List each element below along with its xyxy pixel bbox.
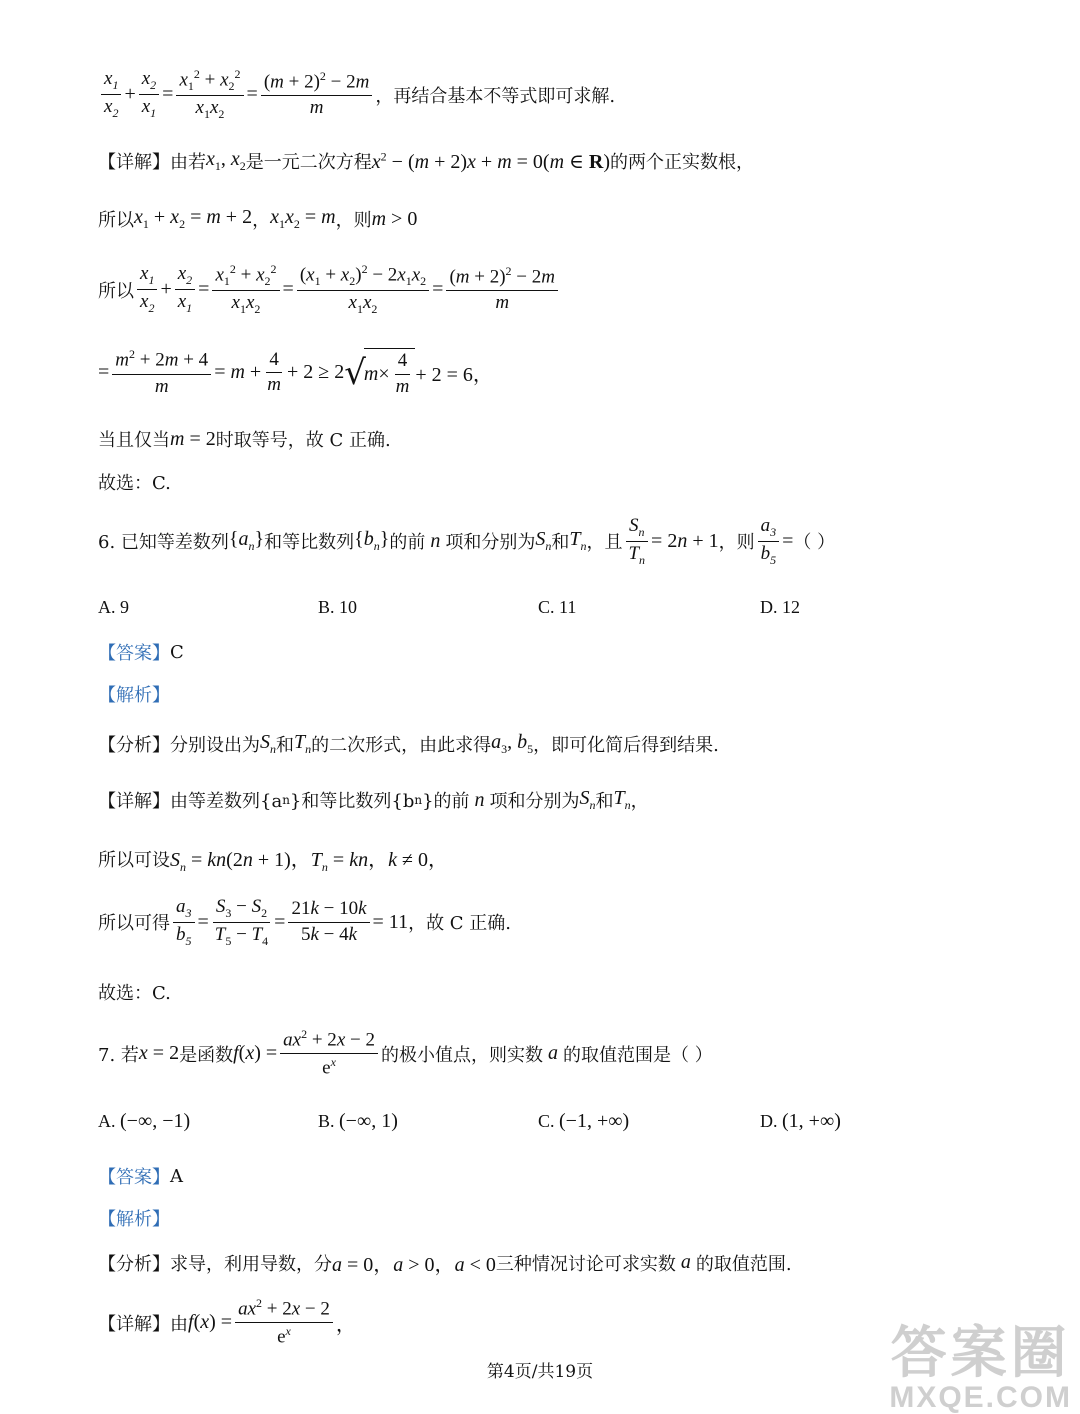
detail-line-2: 所以 $x_1 + x_2 = m + 2$ ， $x_1x_2 = m$ ，则 m > 0	[98, 206, 418, 231]
fx-label: 【分析】	[98, 735, 170, 756]
so-label: 所以	[98, 210, 134, 231]
equality-line: 当且仅当 m = 2 时取等号，故 C 正确.	[98, 427, 391, 451]
q6-answer-value: C	[170, 641, 184, 663]
q6-tail: ，且	[586, 532, 623, 554]
equality-tail: 时取等号，故 C 正确.	[215, 430, 391, 451]
equality-prefix: 当且仅当	[98, 430, 170, 451]
detail-mid: 是一元二次方程	[245, 152, 372, 173]
fx-tail: ，即可化简后得到结果.	[533, 735, 719, 756]
watermark-top: 答案圈	[890, 1321, 1071, 1384]
detail-tail: 的两个正实数根，	[610, 152, 754, 173]
q7-a-label: A.	[98, 1111, 116, 1131]
q7-fx-label: 【分析】	[98, 1253, 170, 1275]
q6-xiangjie: 【详解】 由等差数列{a n }和等比数列{b n }的前 n 项和分别为 $S_n$ 和 $T_n$ ，	[98, 787, 649, 812]
q6-get-tail: ，故 C 正确.	[408, 913, 512, 935]
then-label: ，则	[335, 210, 372, 231]
q7-answer-value: A	[170, 1165, 183, 1187]
q6-and: 和等比数列	[264, 532, 355, 554]
q7-xj-text: 由	[170, 1313, 188, 1335]
q7-fx-tail2: 的取值范围.	[695, 1253, 792, 1275]
q7-option-b: B. (−∞, 1)	[318, 1110, 398, 1132]
detail-line-1: 【详解】由若 $x_1$, $x_2$ 是一元二次方程 $x^2 - (m + 2)x + m = 0(m$ ∈ R) 的两个正实数根，	[98, 148, 754, 173]
q6-get-label: 所以可得	[98, 913, 170, 935]
q7-fenxi: 【分析】 求导，利用导数，分 a = 0，a > 0，a < 0 三种情况讨论可求实数 a 的取值范围.	[98, 1251, 792, 1276]
q7-fx-text: 求导，利用导数，分	[170, 1253, 332, 1275]
q7-tail: 的极小值点，则实数	[380, 1044, 543, 1066]
q6-paren: （ ）	[793, 532, 836, 554]
q7-c-label: C.	[538, 1111, 555, 1131]
q7-answer	[98, 1163, 183, 1189]
frac-sum-squares: $\frac{x_1^2 + x_2^2}{x_1x_2}$	[176, 68, 243, 121]
q6-fenxi: 【分析】 分别设出为 $S_n$ 和 $T_n$ 的二次形式，由此求得 $a_3$, $b_5$ ，即可化简后得到结果.	[98, 731, 719, 756]
detail-line-3: 所以 $\frac{x_1}{x_2}$ + $\frac{x_2}{x_1}$ = $\frac{x_1^2 + x_2^2}{x_1x_2}$ = $\frac{(x_1 + x_2)^2 - 2x_1x_2}{x_1x_2}$ = $\frac{(m + 2)^2 - 2m}{m}$	[98, 263, 561, 316]
q6-option-d: D. 12	[760, 597, 800, 617]
sep: ，	[252, 210, 271, 231]
fx-and: 和	[276, 735, 294, 756]
q6-then: ，则	[718, 532, 755, 554]
detail-line-4: = $\frac{m^2 + 2m + 4}{m}$ = m + $\frac{4}{m}$ + 2 ≥ 2 √ m × $\frac{4}{m}$ + 2 = 6，	[98, 347, 493, 397]
q6-mid: 的前	[389, 532, 426, 554]
q7-tail2: 的取值范围是（ ）	[562, 1044, 713, 1066]
xj-1: 由等差数列{a	[170, 791, 283, 812]
question-7: 7. 若 x = 2 是函数 f(x) = $\frac{ax^2 + 2x - 2}{e^x}$ 的极小值点，则实数 a 的取值范围是（ ）	[98, 1027, 713, 1079]
q6-line-set: 所以可设 $S_n = kn(2n + 1)$，$T_n$ = kn，k ≠ 0，	[98, 843, 448, 875]
q6-option-b: B. 10	[318, 597, 358, 617]
fx-mid: 的二次形式，由此求得	[311, 735, 492, 756]
formula-line-1: $\frac{x_1}{x_2}$ + $\frac{x_2}{x_1}$ = $\frac{x_1^2 + x_2^2}{x_1x_2}$ = $\frac{(m + 2)^2 - 2m}{m}$ ，再结合基本不等式即可求解.	[98, 68, 615, 121]
q6-option-a: A. 9	[98, 597, 129, 617]
question-6: 6. 已知等差数列 $\{a_n\}$ 和等比数列 $\{b_n\}$ 的前 n 项和分别为 $S_n$ 和 $T_n$ ，且 $\frac{S_n}{T_n}$ = 2n + 1 ，则 $\frac{a_3}{b_5}$ = （ ）	[98, 515, 836, 567]
q7-d-label: D.	[760, 1111, 778, 1131]
q7-xj-label: 【详解】	[98, 1313, 170, 1335]
q6-analysis-label: 【解析】	[98, 685, 170, 706]
q6-line-get: 所以可得 $\frac{a_3}{b_5}$ = $\frac{S_3 - S_2}{T_5 - T_4}$ = $\frac{21k - 10k}{5k - 4k}$ = 11 ，故 C 正确.	[98, 896, 512, 948]
q6-prefix: 6. 已知等差数列	[98, 532, 229, 554]
q6-answer	[98, 639, 184, 665]
q7-xiangjie: 【详解】 由 f(x) = $\frac{ax^2 + 2x - 2}{e^x}$ ，	[98, 1296, 356, 1348]
xj-5: 和	[595, 791, 614, 812]
detail-prefix: 【详解】由若	[98, 152, 206, 173]
q7-analysis-label: 【解析】	[98, 1209, 170, 1230]
q7-option-a: A. (−∞, −1)	[98, 1110, 191, 1132]
xj-2: }和等比数列{b	[289, 791, 415, 812]
q7-prefix: 7. 若	[98, 1044, 139, 1066]
q6-mid2: 项和分别为	[445, 532, 536, 554]
q6-answer-label: 【答案】	[98, 643, 170, 664]
choose-line-5: 故选：C.	[98, 473, 171, 494]
q7-option-d: D. (1, +∞)	[760, 1110, 841, 1132]
xj-tail: ，	[630, 791, 649, 812]
line1-tail: ，再结合基本不等式即可求解.	[375, 85, 616, 107]
xj-label: 【详解】	[98, 791, 170, 812]
q6-option-c: C. 11	[538, 597, 577, 617]
q7-answer-label: 【答案】	[98, 1167, 170, 1188]
fx-text: 分别设出为	[170, 735, 260, 756]
so-label-2: 所以	[98, 280, 134, 302]
watermark-logo	[889, 1321, 1072, 1414]
frac-x2-x1: $\frac{x_2}{x_1}$	[139, 69, 159, 120]
q7-mid: 是函数	[179, 1044, 234, 1066]
q6-set-label: 所以可设	[98, 850, 170, 871]
page-footer: 第4页/共19页	[486, 1362, 594, 1382]
xj-3: }的前	[422, 791, 470, 812]
frac-x1-x2: $\frac{x_1}{x_2}$	[101, 69, 121, 120]
q7-fx-tail: 三种情况讨论可求实数	[495, 1253, 676, 1275]
q6-choose: 故选：C.	[98, 983, 171, 1004]
frac-m-expr: $\frac{(m + 2)^2 - 2m}{m}$	[261, 70, 373, 119]
q6-and2: 和	[551, 532, 570, 554]
xj-4: 项和分别为	[489, 791, 580, 812]
q7-b-label: B.	[318, 1111, 335, 1131]
watermark-bottom: MXQE.COM	[889, 1381, 1072, 1414]
q7-option-c: C. (−1, +∞)	[538, 1110, 630, 1132]
